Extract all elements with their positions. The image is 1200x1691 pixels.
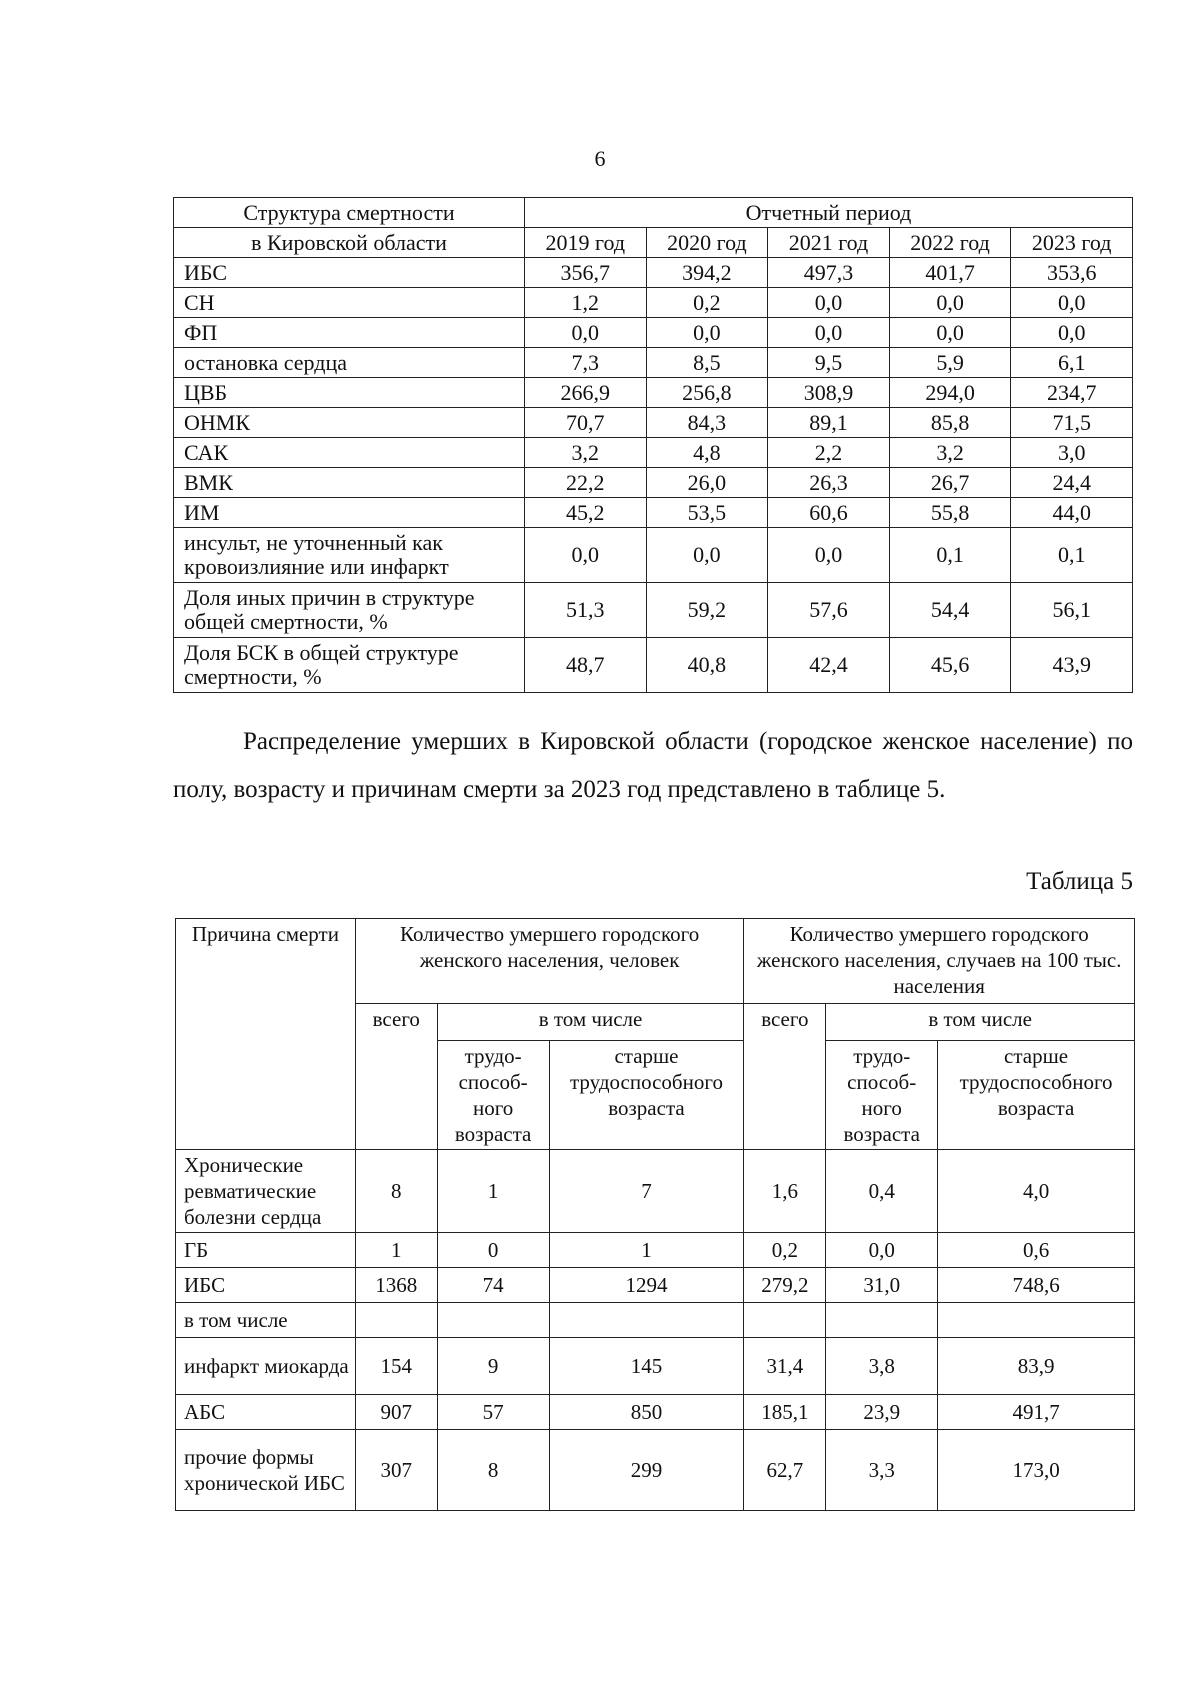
- value-cell: 0: [437, 1233, 549, 1268]
- cause-cell: САК: [174, 438, 525, 468]
- value-cell: 0,0: [646, 318, 768, 348]
- value-cell: 1368: [355, 1268, 437, 1303]
- table-row: [176, 1430, 1135, 1511]
- mortality-structure-table: [173, 197, 1133, 693]
- value-cell: 0,0: [1011, 318, 1133, 348]
- value-cell: 308,9: [768, 378, 890, 408]
- value-cell: 62,7: [744, 1430, 826, 1511]
- value-cell: 6,1: [1011, 348, 1133, 378]
- value-cell: 74: [437, 1268, 549, 1303]
- page-number: 6: [594, 146, 606, 171]
- cause-cell: Доля иных причин в структуре общей смертности, %: [174, 583, 525, 638]
- older-age-header: старше трудоспособного возраста: [938, 1041, 1135, 1150]
- table-row: [174, 408, 1133, 438]
- value-cell: [549, 1303, 744, 1338]
- value-cell: 279,2: [744, 1268, 826, 1303]
- value-cell: 0,0: [889, 318, 1011, 348]
- value-cell: [826, 1303, 938, 1338]
- value-cell: 1: [437, 1150, 549, 1233]
- table-row: [174, 528, 1133, 583]
- value-cell: 748,6: [938, 1268, 1135, 1303]
- table-row: [176, 1303, 1135, 1338]
- value-cell: 1: [549, 1233, 744, 1268]
- value-cell: 53,5: [646, 498, 768, 528]
- value-cell: 7: [549, 1150, 744, 1233]
- value-cell: 24,4: [1011, 468, 1133, 498]
- value-cell: 45,2: [525, 498, 647, 528]
- cause-cell: ГБ: [176, 1233, 356, 1268]
- value-cell: 299: [549, 1430, 744, 1511]
- value-cell: 9,5: [768, 348, 890, 378]
- rate-header: Количество умершего городского женского населения, случаев на 100 тыс. населения: [744, 919, 1135, 1004]
- cause-cell: ИБС: [174, 258, 525, 288]
- value-cell: [744, 1303, 826, 1338]
- table-row: [174, 378, 1133, 408]
- value-cell: 266,9: [525, 378, 647, 408]
- value-cell: [355, 1303, 437, 1338]
- including-header: в том числе: [437, 1004, 744, 1041]
- cause-cell: остановка сердца: [174, 348, 525, 378]
- value-cell: 1,6: [744, 1150, 826, 1233]
- cause-cell: СН: [174, 288, 525, 318]
- value-cell: 44,0: [1011, 498, 1133, 528]
- table-row: [174, 348, 1133, 378]
- value-cell: 5,9: [889, 348, 1011, 378]
- value-cell: [938, 1303, 1135, 1338]
- table-row: [176, 1338, 1135, 1395]
- value-cell: 70,7: [525, 408, 647, 438]
- value-cell: 85,8: [889, 408, 1011, 438]
- value-cell: 56,1: [1011, 583, 1133, 638]
- value-cell: 57,6: [768, 583, 890, 638]
- cause-cell: прочие формы хронической ИБС: [176, 1430, 356, 1511]
- value-cell: 0,0: [826, 1233, 938, 1268]
- value-cell: 7,3: [525, 348, 647, 378]
- value-cell: 353,6: [1011, 258, 1133, 288]
- value-cell: 154: [355, 1338, 437, 1395]
- value-cell: 0,1: [1011, 528, 1133, 583]
- value-cell: 43,9: [1011, 638, 1133, 693]
- value-cell: 907: [355, 1395, 437, 1430]
- value-cell: 234,7: [1011, 378, 1133, 408]
- value-cell: 256,8: [646, 378, 768, 408]
- value-cell: 9: [437, 1338, 549, 1395]
- table-row: [174, 638, 1133, 693]
- value-cell: 59,2: [646, 583, 768, 638]
- cause-cell: ЦВБ: [174, 378, 525, 408]
- value-cell: 0,0: [768, 528, 890, 583]
- value-cell: 40,8: [646, 638, 768, 693]
- total-header: всего: [744, 1004, 826, 1150]
- table-row: [174, 498, 1133, 528]
- value-cell: 0,0: [1011, 288, 1133, 318]
- value-cell: 0,2: [646, 288, 768, 318]
- cause-cell: ИМ: [174, 498, 525, 528]
- value-cell: 173,0: [938, 1430, 1135, 1511]
- value-cell: 294,0: [889, 378, 1011, 408]
- value-cell: 57: [437, 1395, 549, 1430]
- cause-cell: ИБС: [176, 1268, 356, 1303]
- period-header: Отчетный период: [525, 198, 1133, 228]
- value-cell: 497,3: [768, 258, 890, 288]
- value-cell: 8: [437, 1430, 549, 1511]
- working-age-header: трудо-способ-ного возраста: [437, 1041, 549, 1150]
- value-cell: 26,7: [889, 468, 1011, 498]
- value-cell: 1: [355, 1233, 437, 1268]
- value-cell: 0,0: [768, 288, 890, 318]
- table-row: [174, 288, 1133, 318]
- value-cell: 2,2: [768, 438, 890, 468]
- year-header: 2021 год: [768, 228, 890, 258]
- value-cell: [437, 1303, 549, 1338]
- value-cell: 850: [549, 1395, 744, 1430]
- value-cell: 89,1: [768, 408, 890, 438]
- value-cell: 3,0: [1011, 438, 1133, 468]
- value-cell: 145: [549, 1338, 744, 1395]
- value-cell: 8,5: [646, 348, 768, 378]
- value-cell: 0,0: [768, 318, 890, 348]
- table-row: [174, 468, 1133, 498]
- value-cell: 0,0: [525, 318, 647, 348]
- including-header: в том числе: [826, 1004, 1135, 1041]
- value-cell: 0,0: [525, 528, 647, 583]
- value-cell: 54,4: [889, 583, 1011, 638]
- cause-cell: Доля БСК в общей структуре смертности, %: [174, 638, 525, 693]
- female-mortality-table: [175, 918, 1135, 1511]
- cause-cell: ВМК: [174, 468, 525, 498]
- value-cell: 51,3: [525, 583, 647, 638]
- cause-cell: инсульт, не уточненный как кровоизлияние или инфаркт: [174, 528, 525, 583]
- value-cell: 307: [355, 1430, 437, 1511]
- year-header: 2020 год: [646, 228, 768, 258]
- value-cell: 3,3: [826, 1430, 938, 1511]
- table-label: Таблица 5: [1026, 868, 1133, 895]
- value-cell: 31,4: [744, 1338, 826, 1395]
- value-cell: 0,4: [826, 1150, 938, 1233]
- cause-cell: инфаркт миокарда: [176, 1338, 356, 1395]
- value-cell: 0,1: [889, 528, 1011, 583]
- older-age-header: старше трудоспособного возраста: [549, 1041, 744, 1150]
- table-row: [176, 1233, 1135, 1268]
- value-cell: 491,7: [938, 1395, 1135, 1430]
- value-cell: 55,8: [889, 498, 1011, 528]
- value-cell: 0,2: [744, 1233, 826, 1268]
- value-cell: 4,8: [646, 438, 768, 468]
- value-cell: 71,5: [1011, 408, 1133, 438]
- value-cell: 356,7: [525, 258, 647, 288]
- table-row: [174, 258, 1133, 288]
- value-cell: 1,2: [525, 288, 647, 318]
- value-cell: 22,2: [525, 468, 647, 498]
- value-cell: 31,0: [826, 1268, 938, 1303]
- value-cell: 0,6: [938, 1233, 1135, 1268]
- cause-cell: АБС: [176, 1395, 356, 1430]
- value-cell: 3,8: [826, 1338, 938, 1395]
- cause-cell: ОНМК: [174, 408, 525, 438]
- value-cell: 83,9: [938, 1338, 1135, 1395]
- cause-cell: Хронические ревматические болезни сердца: [176, 1150, 356, 1233]
- value-cell: 1294: [549, 1268, 744, 1303]
- body-paragraph: Распределение умерших в Кировской области (городское женское население) по полу, возрасту и причинам смерти за 2023 год представлено в таблице 5.: [173, 728, 1133, 803]
- value-cell: 26,0: [646, 468, 768, 498]
- cause-header-line1: Структура смертности: [243, 199, 455, 225]
- value-cell: 0,0: [646, 528, 768, 583]
- table-row: [174, 583, 1133, 638]
- value-cell: 8: [355, 1150, 437, 1233]
- table-row: [176, 1150, 1135, 1233]
- value-cell: 3,2: [889, 438, 1011, 468]
- value-cell: 4,0: [938, 1150, 1135, 1233]
- value-cell: 26,3: [768, 468, 890, 498]
- value-cell: 23,9: [826, 1395, 938, 1430]
- value-cell: 60,6: [768, 498, 890, 528]
- table-row: [174, 318, 1133, 348]
- cause-header-line2: в Кировской области: [174, 228, 525, 258]
- year-header: 2019 год: [525, 228, 647, 258]
- year-header: 2022 год: [889, 228, 1011, 258]
- cause-header: [174, 198, 525, 228]
- working-age-header: трудо-способ-ного возраста: [826, 1041, 938, 1150]
- value-cell: 401,7: [889, 258, 1011, 288]
- value-cell: 3,2: [525, 438, 647, 468]
- table-row: [174, 438, 1133, 468]
- table-row: [176, 1395, 1135, 1430]
- value-cell: 42,4: [768, 638, 890, 693]
- value-cell: 185,1: [744, 1395, 826, 1430]
- cause-cell: в том числе: [176, 1303, 356, 1338]
- cause-header: Причина смерти: [176, 919, 356, 1150]
- cause-cell: ФП: [174, 318, 525, 348]
- value-cell: 0,0: [889, 288, 1011, 318]
- value-cell: 48,7: [525, 638, 647, 693]
- value-cell: 394,2: [646, 258, 768, 288]
- table-row: [176, 1268, 1135, 1303]
- value-cell: 84,3: [646, 408, 768, 438]
- value-cell: 45,6: [889, 638, 1011, 693]
- total-header: всего: [355, 1004, 437, 1150]
- year-header: 2023 год: [1011, 228, 1133, 258]
- count-header: Количество умершего городского женского населения, человек: [355, 919, 744, 1004]
